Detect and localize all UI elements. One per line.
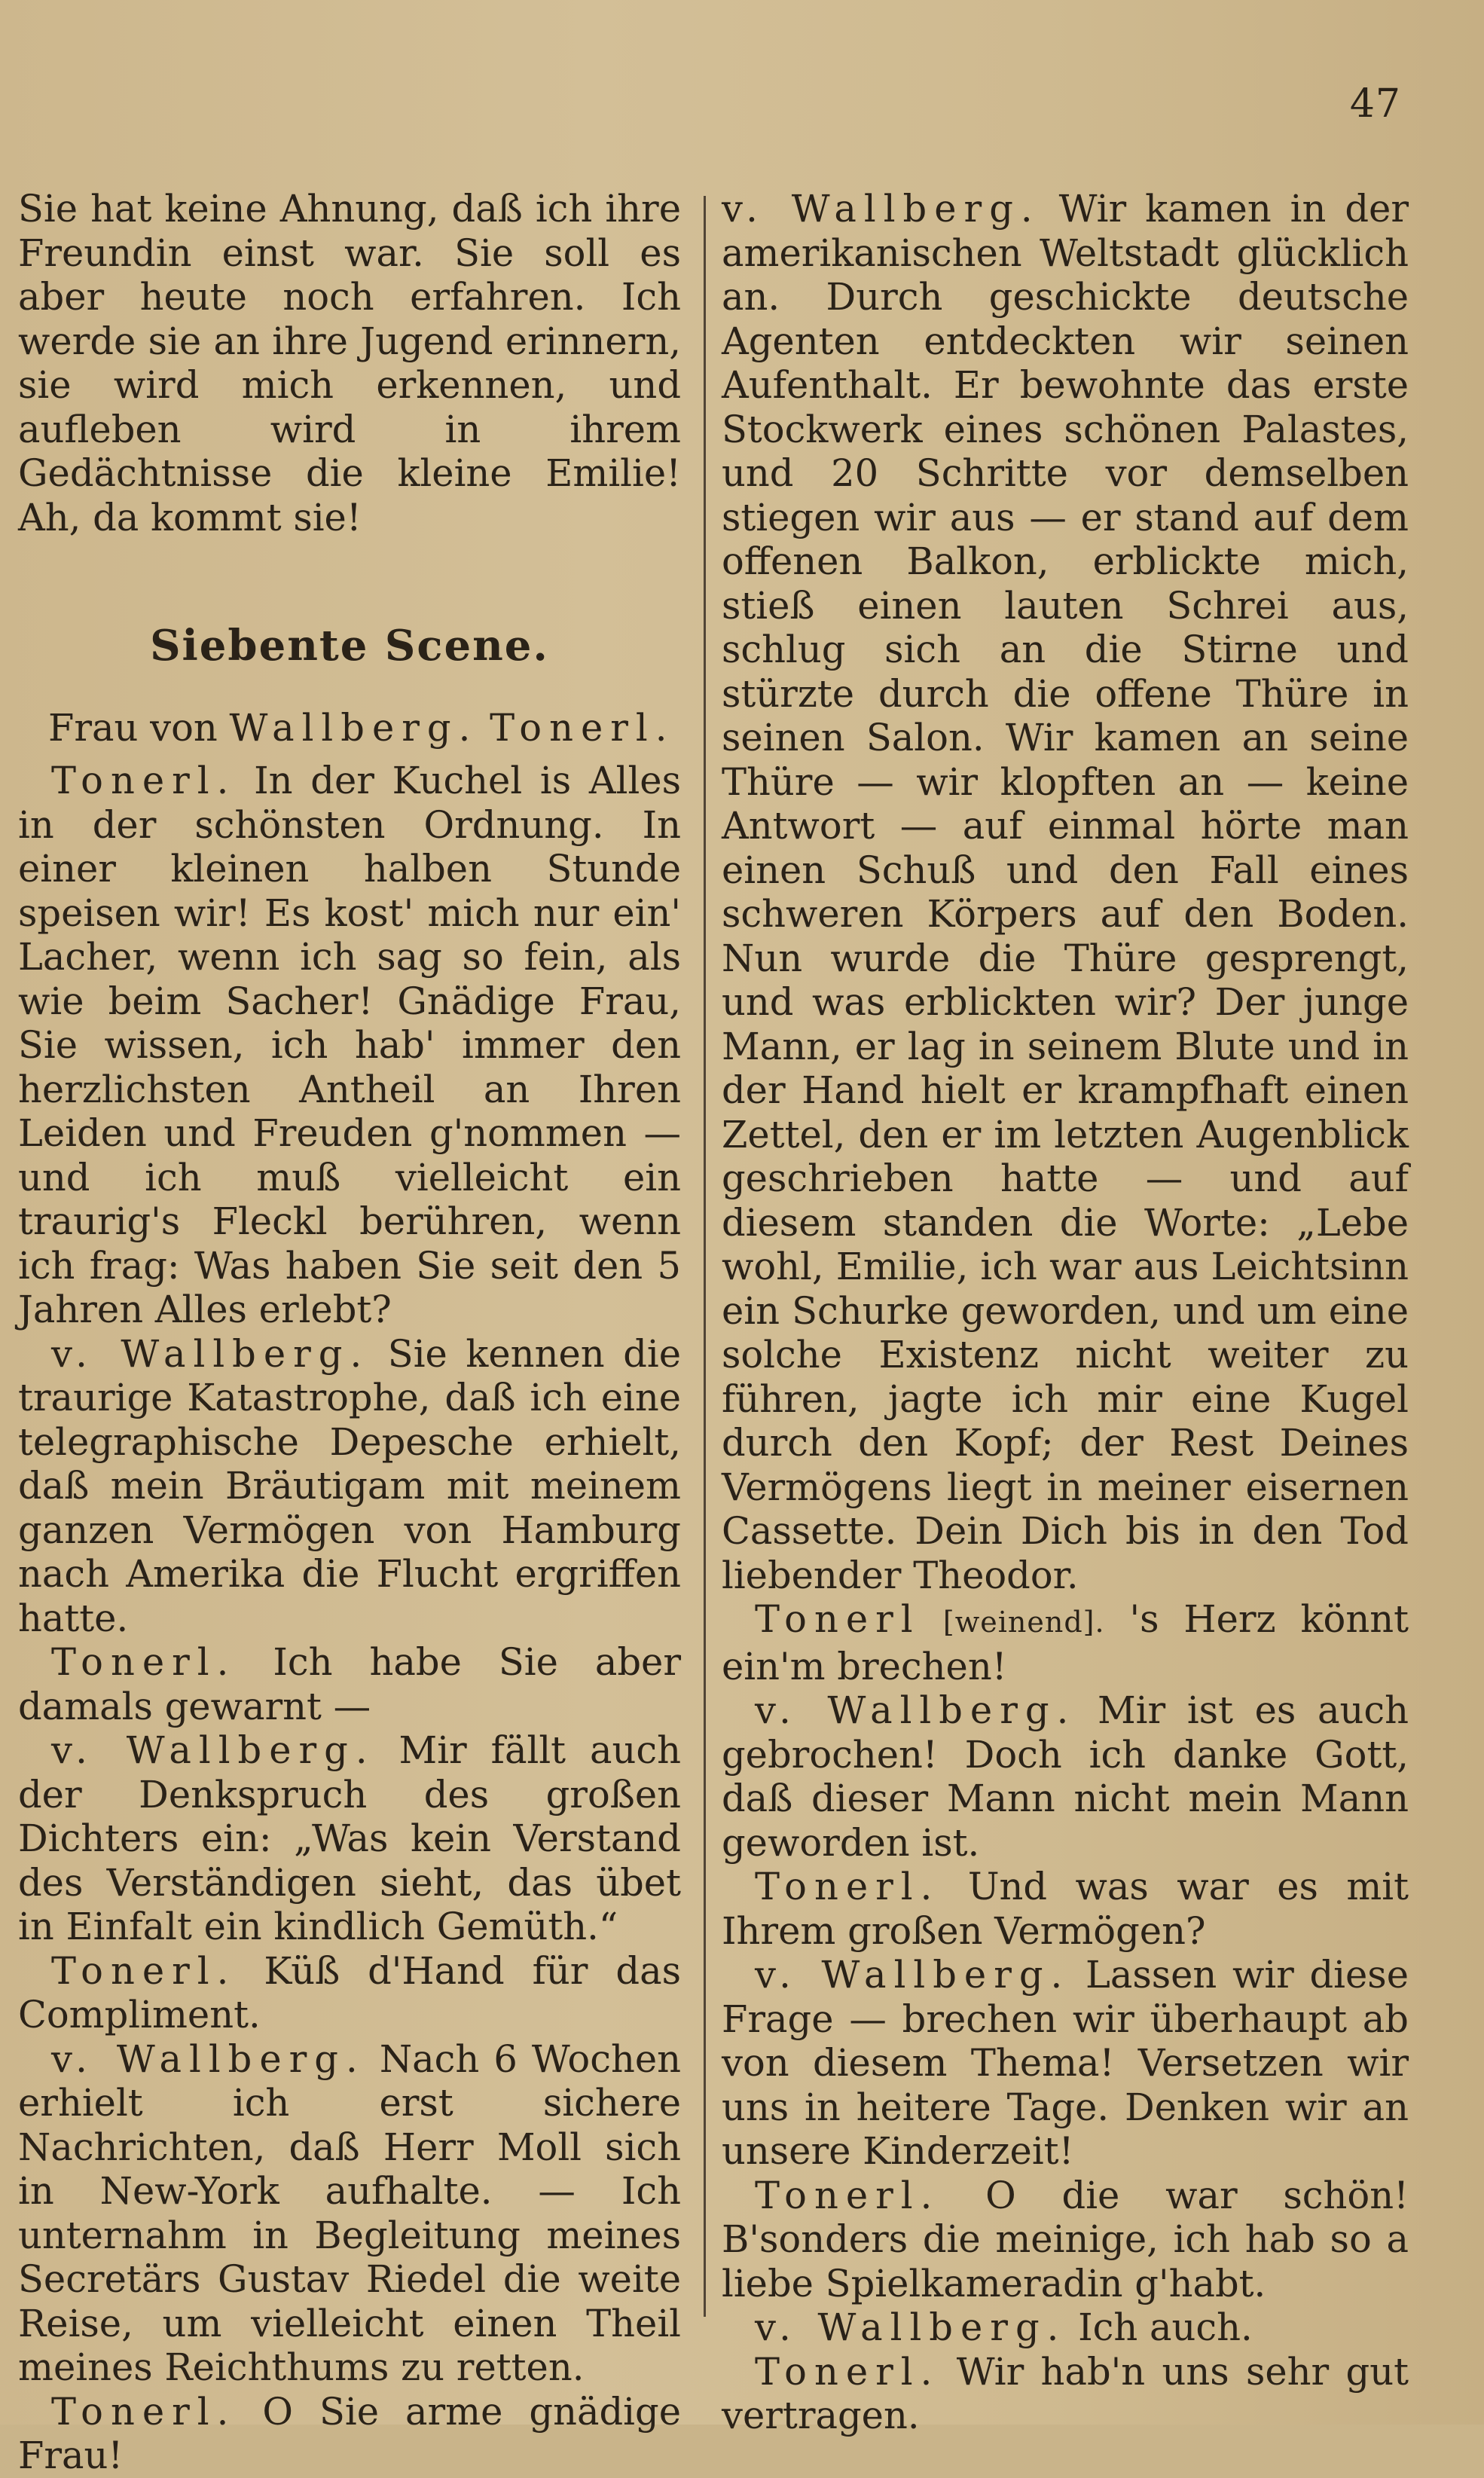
- speaker-name: v. Wallberg.: [722, 187, 1040, 231]
- right-column: [722, 187, 1409, 2438]
- speech: [722, 2174, 1409, 2306]
- column-divider: [704, 196, 706, 2317]
- speech-text: Mir ist es auch gebrochen! Doch ich danke Gott, daß dieser Mann nicht mein Mann geworden ist.: [722, 1688, 1409, 1865]
- cast-prefix: Frau von: [48, 705, 230, 750]
- speaker-name: v. Wallberg.: [755, 1953, 1070, 1997]
- speaker-name: v. Wallberg.: [755, 1688, 1076, 1732]
- speech: [18, 2037, 681, 2390]
- speech-text: Und was war es mit Ihrem großen Vermögen?: [722, 1865, 1409, 1953]
- intro-paragraph: Sie hat keine Ahnung, daß ich ihre Freundin einst war. Sie soll es aber heute noch erfahren. Ich werde sie an ihre Jugend erinnern, sie wird mich erkennen, und aufleben wird in ihrem Gedächtnisse die kleine Emilie! Ah, da kommt sie!: [18, 187, 681, 539]
- speech-text: O Sie arme gnädige Frau!: [18, 2389, 681, 2477]
- speaker-name: v. Wallberg.: [51, 2036, 365, 2081]
- cast-list: [18, 706, 681, 750]
- speech: [722, 1865, 1409, 1953]
- speech: [18, 759, 681, 1332]
- speech: [18, 1332, 681, 1641]
- speech-text: In der Kuchel is Alles in der schönsten Ordnung. In einer kleinen halben Stunde speisen wir! Es kost' mich nur ein' Lacher, wenn ich sag so fein, als wie beim Sacher! Gnädige Frau, Sie wissen, ich hab' immer den herzlichsten Antheil an Ihren Leiden und Freuden g'nommen — und ich muß vielleicht ein traurig's Fleckl berühren, wenn ich frag: Was haben Sie seit den 5 Jahren Alles erlebt?: [18, 759, 681, 1331]
- speech: [18, 1640, 681, 1728]
- speaker-name: v. Wallberg.: [51, 1331, 370, 1376]
- speaker-name: v. Wallberg.: [755, 2305, 1067, 2349]
- speaker-name: Tonerl.: [755, 1865, 940, 1908]
- speech-text: Lassen wir diese Frage — brechen wir überhaupt ab von diesem Thema! Versetzen wir uns in heitere Tage. Denken wir an unsere Kinderzeit!: [722, 1953, 1409, 2173]
- speech-text: Wir hab'n uns sehr gut vertragen.: [722, 2349, 1409, 2437]
- left-column: [18, 187, 681, 2478]
- speech-text: Ich habe Sie aber damals gewarnt —: [18, 1640, 681, 1728]
- speech-text: O die war schön! B'sonders die meinige, ich hab so a liebe Spielkameradin g'habt.: [722, 2173, 1409, 2305]
- speech: [18, 1728, 681, 1949]
- speaker-name: Tonerl.: [51, 759, 237, 802]
- cast-name-wallberg: Wallberg.: [229, 705, 478, 750]
- speaker-name: Tonerl.: [755, 2349, 940, 2394]
- speaker-name: Tonerl: [755, 1597, 921, 1641]
- speech-text: Ich auch.: [1066, 2305, 1253, 2349]
- page-number: 47: [1349, 81, 1401, 127]
- speech: [18, 1949, 681, 2037]
- speaker-name: Tonerl.: [51, 1948, 237, 1993]
- speech: [722, 1597, 1409, 1688]
- speech-text: Nach 6 Wochen erhielt ich erst sichere Nachrichten, daß Herr Moll sich in New-York aufhalte. — Ich unternahm in Begleitung meines Secretärs Gustav Riedel die weite Reise, um vielleicht einen Theil meines Reichthums zu retten.: [18, 2036, 681, 2389]
- speaker-name: Tonerl.: [755, 2173, 940, 2217]
- stage-direction: [weinend].: [920, 1606, 1105, 1639]
- speaker-name: Tonerl.: [51, 1640, 237, 1684]
- scene-title: Siebente Scene.: [150, 621, 549, 671]
- speech: [722, 1688, 1409, 1865]
- speech-text: Wir kamen in der amerikanischen Weltstadt glücklich an. Durch geschickte deutsche Agenten entdeckten wir seinen Aufenthalt. Er bewohnte das erste Stockwerk eines schönen Palastes, und 20 Schritte vor demselben stiegen wir aus — er stand auf dem offenen Balkon, erblickte mich, stieß einen lauten Schrei aus, schlug sich an die Stirne und stürzte durch die offene Thüre in seinen Salon. Wir kamen an seine Thüre — wir klopften an — keine Antwort — auf einmal hörte man einen Schuß und den Fall eines schweren Körpers auf den Boden. Nun wurde die Thüre gesprengt, und was erblickten wir? Der junge Mann, er lag in seinem Blute und in der Hand hielt er krampfhaft einen Zettel, den er im letzten Augenblick geschrieben hatte — und auf diesem standen die Worte: „Lebe wohl, Emilie, ich war aus Leichtsinn ein Schurke geworden, und um eine solche Existenz nicht weiter zu führen, jagte ich mir eine Kugel durch den Kopf; der Rest Deines Vermögens liegt in meiner eisernen Cassette. Dein Dich bis in den Tod liebender Theodor.: [722, 187, 1409, 1597]
- speech: [18, 2390, 681, 2478]
- speech-text: 's Herz könnt ein'm brechen!: [722, 1597, 1409, 1688]
- speech: [722, 187, 1409, 1597]
- speech-text: Sie kennen die traurige Katastrophe, daß ich eine telegraphische Depesche erhielt, daß mein Bräutigam mit meinem ganzen Vermögen von Hamburg nach Amerika die Flucht ergriffen hatte.: [18, 1331, 682, 1640]
- speech-text: Küß d'Hand für das Compliment.: [18, 1948, 681, 2036]
- speech: [722, 1953, 1409, 2174]
- speech: [722, 2305, 1409, 2350]
- speech-text: Mir fällt auch der Denkspruch des großen Dichters ein: „Was kein Verstand des Verständigen sieht, das übet in Einfalt ein kindlich Gemüth.“: [18, 1728, 682, 1948]
- speaker-name: v. Wallberg.: [51, 1728, 375, 1772]
- speaker-name: Tonerl.: [51, 2389, 237, 2434]
- cast-name-tonerl: Tonerl.: [490, 705, 675, 750]
